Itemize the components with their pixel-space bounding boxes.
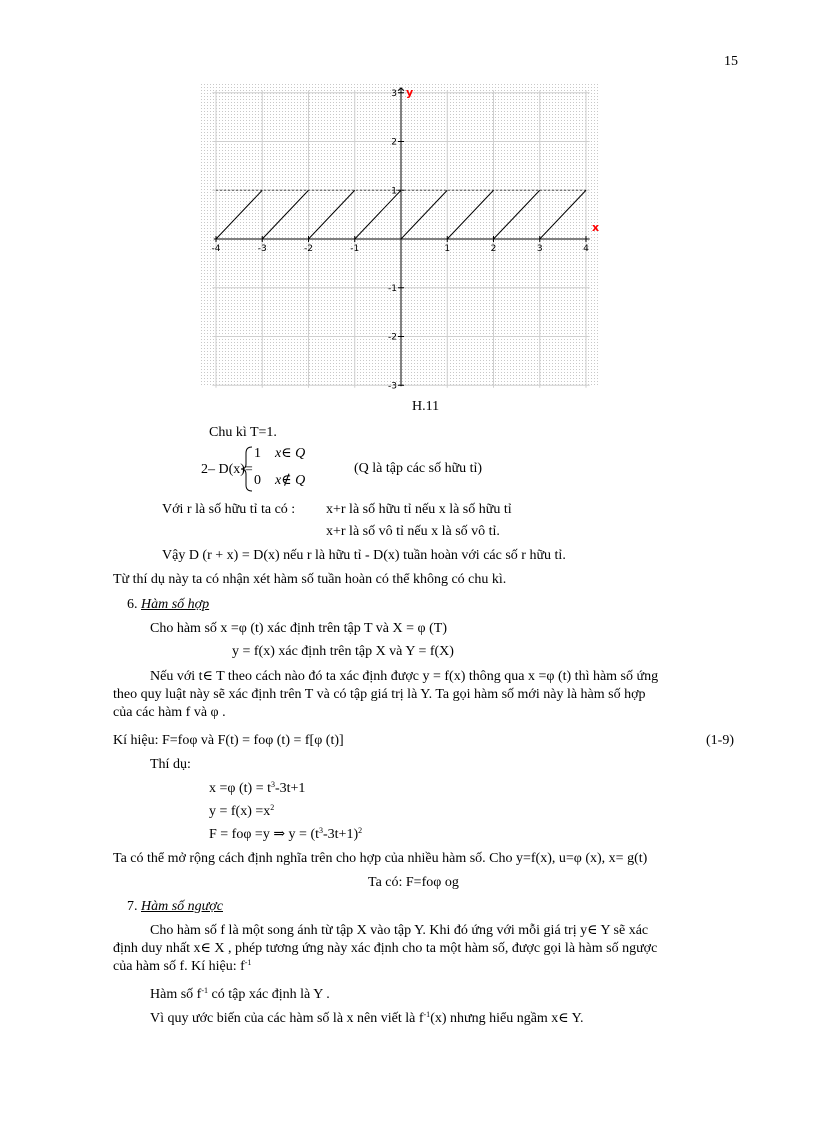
example-text: -3t+1 xyxy=(274,781,306,796)
y-tick-label: 2 xyxy=(391,137,397,148)
superscript: 2 xyxy=(358,826,363,835)
x-tick-label: 1 xyxy=(444,244,451,254)
text-span: Vì quy ước biến của các hàm số là x nên viết là f xyxy=(150,1011,424,1026)
superscript: -1 xyxy=(244,958,252,967)
text-line xyxy=(113,958,251,976)
text-line xyxy=(150,986,330,1004)
x-tick-label: 2 xyxy=(490,244,497,254)
text-line: của các hàm f và φ . xyxy=(113,705,226,720)
section-title: Hàm số hợp xyxy=(141,597,210,612)
example-line xyxy=(209,780,305,798)
text-line: y = f(x) xác định trên tập X và Y = f(X) xyxy=(232,644,454,659)
y-tick-label: 1 xyxy=(391,186,397,197)
section-number: 7. xyxy=(127,899,138,914)
section-number: 6. xyxy=(127,597,138,612)
y-tick-label: -2 xyxy=(388,332,397,343)
section-title: Hàm số ngược xyxy=(141,899,223,914)
text-line: Cho hàm số f là một song ánh từ tập X vào tập Y. Khi đó ứng với mỗi giá trị y∈ Y sẽ xác xyxy=(150,923,649,938)
example-text: y = f(x) =x xyxy=(209,804,271,819)
superscript: -1 xyxy=(423,1010,431,1019)
x-tick-label: -4 xyxy=(211,244,221,254)
figure-caption: H.11 xyxy=(412,399,440,414)
text-line xyxy=(150,1010,583,1028)
superscript: -1 xyxy=(201,986,208,995)
x-tick-label: -2 xyxy=(304,244,313,254)
text-line: Với r là số hữu tỉ ta có : xyxy=(162,502,296,517)
function-graph xyxy=(195,78,605,390)
case-one-condition: x∈ Q xyxy=(275,446,306,461)
text-line: x+r là số vô tỉ nếu x là số vô tỉ. xyxy=(326,524,500,539)
rational-note: (Q là tập các số hữu tỉ) xyxy=(354,461,483,476)
superscript: 3 xyxy=(319,826,323,835)
text-line: Cho hàm số x =φ (t) xác định trên tập T và X = φ (T) xyxy=(150,621,447,636)
section-heading-inverse xyxy=(127,898,223,916)
example-text: -3t+1) xyxy=(323,827,359,842)
example-text: x =φ (t) = t xyxy=(209,781,271,796)
text-span: (x) nhưng hiểu ngầm x∈ Y. xyxy=(430,1011,584,1026)
dirichlet-label: 2– D(x)= xyxy=(201,462,253,477)
example-text: F = foφ =y ⇒ y = (t xyxy=(209,827,319,842)
y-tick-label: -3 xyxy=(388,381,397,390)
text-line: Ta có thể mở rộng cách định nghĩa trên cho hợp của nhiều hàm số. Cho y=f(x), u=φ (x), x= g(t) xyxy=(113,851,648,866)
example-line xyxy=(209,803,274,821)
text-line: x+r là số hữu tỉ nếu x là số hữu tỉ xyxy=(326,502,512,517)
text-line: Nếu với t∈ T theo cách nào đó ta xác định được y = f(x) thông qua x =φ (t) thì hàm số ứng xyxy=(150,669,659,684)
case-one-value: 1 xyxy=(254,446,261,461)
case-zero-value: 0 xyxy=(254,473,261,488)
text-span: có tập xác định là Y . xyxy=(208,987,330,1002)
text-line: Vậy D (r + x) = D(x) nếu r là hữu tỉ - D(x) tuần hoàn với các số r hữu tỉ. xyxy=(162,548,566,563)
x-tick-label: -1 xyxy=(350,244,360,254)
example-line xyxy=(209,826,362,844)
x-tick-label: 3 xyxy=(536,244,543,254)
page-number: 15 xyxy=(724,54,738,69)
case-zero-condition: x∉ Q xyxy=(275,473,306,488)
x-tick-label: 4 xyxy=(583,244,589,254)
superscript: 3 xyxy=(270,780,275,789)
x-tick-label: -3 xyxy=(257,244,267,254)
text-line: định duy nhất x∈ X , phép tương ứng này xác định cho ta một hàm số, được gọi là hàm số ngược xyxy=(113,941,658,956)
text-span: Hàm số f xyxy=(150,987,202,1002)
text-line: Ta có: F=foφ og xyxy=(368,875,459,890)
text-line: Từ thí dụ này ta có nhận xét hàm số tuần hoàn có thể không có chu kì. xyxy=(113,572,507,587)
y-axis-label: y xyxy=(406,85,414,99)
section-heading-composite xyxy=(127,596,209,614)
y-tick-label: -1 xyxy=(388,283,397,294)
text-line: theo quy luật này sẽ xác định trên T và có tập giá trị là Y. Ta gọi hàm số mới này là hàm số hợp xyxy=(113,687,646,702)
text-line: Thí dụ: xyxy=(150,757,191,772)
equation-number: (1-9) xyxy=(706,733,734,748)
line-period: Chu kì T=1. xyxy=(209,425,277,440)
case-brace xyxy=(240,446,254,492)
notation-line: Kí hiệu: F=foφ và F(t) = foφ (t) = f[φ (t)] xyxy=(113,733,344,748)
x-axis-label: x xyxy=(592,221,600,234)
text-span: của hàm số f. Kí hiệu: f xyxy=(113,959,245,974)
superscript: 2 xyxy=(270,803,275,812)
y-tick-label: 3 xyxy=(391,88,397,99)
